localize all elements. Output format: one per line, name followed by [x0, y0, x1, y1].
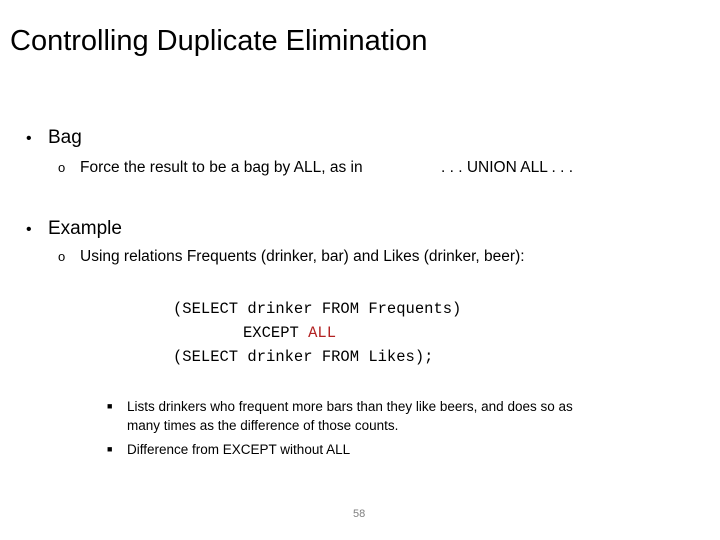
note-marker: ■ — [107, 444, 113, 454]
note-1 — [107, 398, 573, 415]
note-1-line-2: many times as the difference of those counts. — [127, 418, 399, 433]
code-keyword-except: EXCEPT — [243, 324, 299, 342]
code-line-1: (SELECT drinker FROM Frequents) — [173, 300, 462, 318]
page-number: 58 — [353, 508, 366, 520]
bullet-marker: • — [26, 221, 32, 238]
sub-bullet-bag — [58, 157, 363, 179]
code-line-3: (SELECT drinker FROM Likes); — [173, 348, 434, 366]
sub-bullet-text: Force the result to be a bag by ALL, as in — [80, 159, 363, 176]
note-2-line-1: Difference from EXCEPT without ALL — [127, 442, 351, 457]
note-2 — [107, 441, 350, 458]
note-marker: ■ — [107, 401, 113, 411]
code-keyword-all: ALL — [308, 324, 337, 342]
sub-bullet-text: Using relations Frequents (drinker, bar) and Likes (drinker, beer): — [80, 248, 525, 265]
bullet-example — [26, 217, 122, 242]
union-all-hint: . . . UNION ALL . . . — [441, 159, 574, 176]
sub-bullet-example — [58, 246, 525, 268]
bullet-marker: • — [26, 130, 32, 147]
sub-bullet-marker: o — [58, 249, 66, 264]
bullet-label: Example — [48, 218, 122, 239]
bullet-label: Bag — [48, 127, 82, 148]
bullet-bag — [26, 126, 82, 151]
slide-title: Controlling Duplicate Elimination — [10, 25, 428, 57]
sub-bullet-marker: o — [58, 160, 66, 175]
code-line-2 — [243, 321, 336, 345]
note-1-line-1: Lists drinkers who frequent more bars than they like beers, and does so as — [127, 399, 573, 414]
